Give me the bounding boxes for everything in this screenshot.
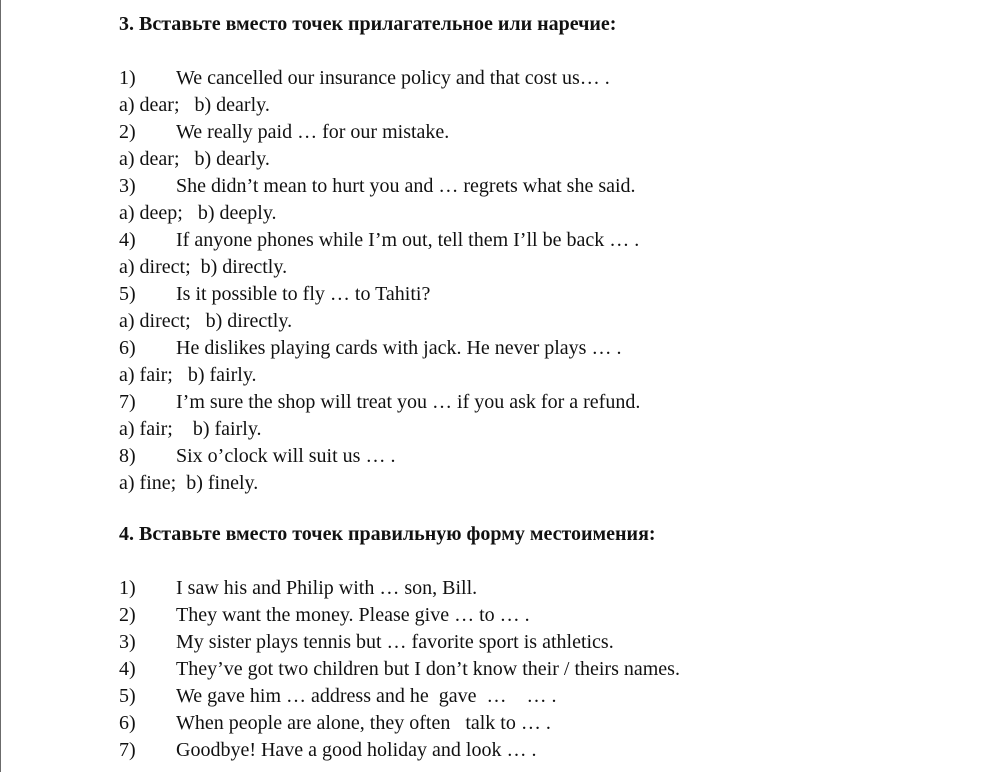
item-options: a) direct; b) directly. <box>119 256 288 278</box>
exercise-4-item-4 <box>119 656 680 683</box>
exercise-4-item-7 <box>119 737 680 764</box>
item-sentence: We gave him … address and he gave … … . <box>176 685 557 707</box>
item-options: a) dear; b) dearly. <box>119 148 270 170</box>
item-number: 7) <box>119 391 136 413</box>
exercise-3-item-6 <box>119 335 640 389</box>
item-number: 3) <box>119 175 136 197</box>
exercise-3 <box>119 11 640 497</box>
exercise-4-item-5 <box>119 683 680 710</box>
item-number: 6) <box>119 712 136 734</box>
item-sentence: Six o’clock will suit us … . <box>176 445 396 467</box>
exercise-3-item-1 <box>119 65 640 119</box>
item-options: a) direct; b) directly. <box>119 310 293 332</box>
exercise-4-item-3 <box>119 629 680 656</box>
exercise-4 <box>119 521 680 764</box>
exercise-3-item-2 <box>119 119 640 173</box>
item-options: a) deep; b) deeply. <box>119 202 277 224</box>
item-sentence: Is it possible to fly … to Tahiti? <box>176 283 431 305</box>
exercise-3-item-3 <box>119 173 640 227</box>
item-sentence: They’ve got two children but I don’t know their / theirs names. <box>176 658 680 680</box>
item-sentence: I saw his and Philip with … son, Bill. <box>176 577 478 599</box>
item-number: 8) <box>119 445 136 467</box>
item-sentence: We really paid … for our mistake. <box>176 121 450 143</box>
page-left-border <box>0 0 1 772</box>
spacer <box>119 548 680 575</box>
item-sentence: She didn’t mean to hurt you and … regrets what she said. <box>176 175 636 197</box>
exercise-3-item-7 <box>119 389 640 443</box>
item-options: a) fair; b) fairly. <box>119 418 262 440</box>
item-number: 4) <box>119 229 136 251</box>
item-sentence: My sister plays tennis but … favorite sport is athletics. <box>176 631 614 653</box>
item-options: a) fine; b) finely. <box>119 472 259 494</box>
item-sentence: If anyone phones while I’m out, tell them I’ll be back … . <box>176 229 640 251</box>
item-number: 1) <box>119 67 136 89</box>
item-number: 5) <box>119 283 136 305</box>
item-sentence: They want the money. Please give … to … . <box>176 604 530 626</box>
item-sentence: I’m sure the shop will treat you … if you ask for a refund. <box>176 391 641 413</box>
item-options: a) dear; b) dearly. <box>119 94 270 116</box>
item-sentence: Goodbye! Have a good holiday and look … . <box>176 739 537 761</box>
exercise-3-item-4 <box>119 227 640 281</box>
item-number: 2) <box>119 604 136 626</box>
item-sentence: He dislikes playing cards with jack. He never plays … . <box>176 337 622 359</box>
item-number: 3) <box>119 631 136 653</box>
item-number: 4) <box>119 658 136 680</box>
exercise-4-item-6 <box>119 710 680 737</box>
item-number: 6) <box>119 337 136 359</box>
item-number: 2) <box>119 121 136 143</box>
item-number: 5) <box>119 685 136 707</box>
exercise-3-heading: 3. Вставьте вместо точек прилагательное или наречие: <box>119 13 617 35</box>
spacer <box>119 38 640 65</box>
item-options: a) fair; b) fairly. <box>119 364 257 386</box>
exercise-4-item-1 <box>119 575 680 602</box>
item-sentence: We cancelled our insurance policy and that cost us… . <box>176 67 610 89</box>
exercise-4-item-2 <box>119 602 680 629</box>
exercise-4-heading: 4. Вставьте вместо точек правильную форму местоимения: <box>119 523 656 545</box>
item-sentence: When people are alone, they often talk to … . <box>176 712 551 734</box>
exercise-3-item-8 <box>119 443 640 497</box>
item-number: 7) <box>119 739 136 761</box>
exercise-3-item-5 <box>119 281 640 335</box>
item-number: 1) <box>119 577 136 599</box>
